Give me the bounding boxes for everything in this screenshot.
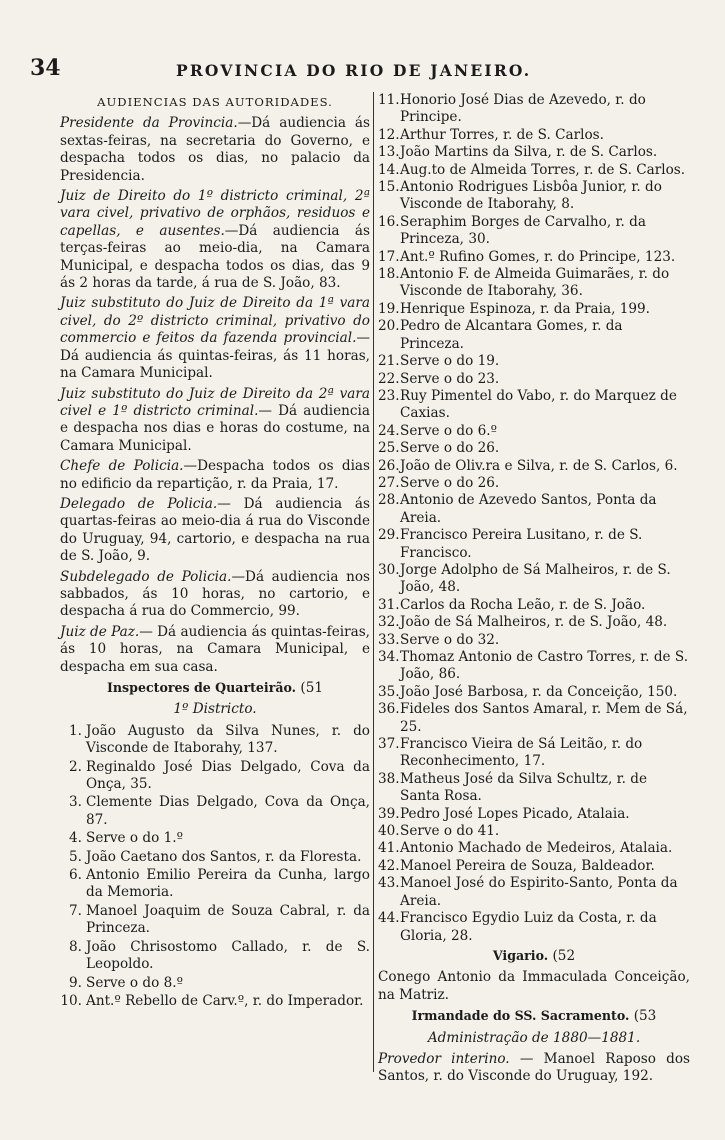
- list-item: [378, 823, 690, 840]
- item-number: 36.: [378, 701, 400, 718]
- entry-text: — Dá audiencia ás quintas-feiras, ás 10 horas, na Camara Municipal, e despacha em sua casa.: [60, 623, 370, 675]
- entry-text: —Despacha todos os dias no edificio da repartição, r. da Praia, 17.: [60, 458, 370, 492]
- list-item: [60, 849, 370, 866]
- list-item: [378, 440, 690, 457]
- list-item: [378, 806, 690, 823]
- item-number: 27.: [378, 474, 400, 491]
- list-item: [378, 144, 690, 161]
- running-head: PROVINCIA DO RIO DE JANEIRO.: [176, 61, 532, 80]
- list-item: [378, 266, 690, 301]
- entry-text: —Dá audiencia ás terças-feiras ao meio-dia, na Camara Municipal, e despacha todos os dias, das 9 ás 2 horas da tarde, á rua de S. João, 83.: [60, 222, 370, 292]
- audience-entry: [60, 188, 370, 292]
- list-item: [378, 388, 690, 423]
- right-column: [378, 92, 690, 1089]
- vigario-heading: [378, 947, 690, 965]
- item-text: João Augusto da Silva Nunes, r. do Visconde de Itaborahy, 137.: [86, 722, 370, 757]
- item-text: Antonio Emilio Pereira da Cunha, largo da Memoria.: [86, 867, 370, 901]
- list-item: [378, 92, 690, 127]
- item-text: Seraphim Borges de Carvalho, r. da Princeza, 30.: [400, 213, 646, 248]
- item-text: Serve o do 1.º: [86, 830, 183, 847]
- inspectors-title: Inspectores de Quarteirão.: [107, 680, 297, 695]
- list-item: [378, 736, 690, 771]
- item-number: 13.: [378, 144, 400, 161]
- item-text: Fideles dos Santos Amaral, r. Mem de Sá, 25.: [400, 701, 688, 735]
- item-text: Ant.º Rufino Gomes, r. do Principe, 123.: [400, 248, 676, 265]
- item-number: 44.: [378, 910, 400, 927]
- list-item: [378, 301, 690, 318]
- item-number: 28.: [378, 492, 400, 509]
- list-item: [378, 771, 690, 806]
- item-number: 38.: [378, 770, 400, 787]
- item-number: 31.: [378, 596, 400, 613]
- list-item: [378, 910, 690, 945]
- item-text: Ant.º Rebello de Carv.º, r. do Imperador.: [86, 992, 364, 1009]
- item-text: Francisco Vieira de Sá Leitão, r. do Reconhecimento, 17.: [400, 736, 643, 770]
- item-number: 17.: [378, 248, 400, 265]
- district-heading: [60, 701, 370, 718]
- item-text: João de Oliv.ra e Silva, r. de S. Carlos, 6.: [400, 457, 678, 474]
- entry-text: — Dá audiencia ás quintas-feiras, ás 11 horas, na Camara Municipal.: [60, 330, 370, 382]
- list-item: [378, 318, 690, 353]
- list-item: [378, 840, 690, 857]
- item-number: 24.: [378, 422, 400, 439]
- item-text: Pedro de Alcantara Gomes, r. da Princeza.: [400, 318, 623, 352]
- list-item: [378, 127, 690, 144]
- item-text: João Martins da Silva, r. de S. Carlos.: [400, 144, 658, 161]
- list-item: [378, 632, 690, 649]
- item-text: Antonio de Azevedo Santos, Ponta da Areia.: [400, 492, 657, 526]
- entry-text: —Dá audiencia ás sextas-feiras, na secretaria do Governo, e despacha todos os dias, no palacio da Presidencia.: [60, 115, 370, 184]
- item-number: 7.: [69, 902, 82, 919]
- list-item: [60, 830, 370, 847]
- item-number: 15.: [378, 179, 400, 196]
- list-item: [378, 353, 690, 370]
- item-number: 6.: [69, 867, 82, 884]
- item-text: Thomaz Antonio de Castro Torres, r. de S. João, 86.: [400, 649, 689, 683]
- item-text: João José Barbosa, r. da Conceição, 150.: [400, 683, 678, 700]
- item-number: 20.: [378, 318, 400, 335]
- entry-text: —Dá audiencia nos sabbados, ás 10 horas, no cartorio, e despacha á rua do Commercio, 99.: [60, 568, 370, 620]
- item-number: 9.: [69, 974, 82, 991]
- item-number: 22.: [378, 370, 400, 387]
- item-number: 10.: [60, 992, 82, 1009]
- provedor-label: Provedor interino.: [378, 1050, 510, 1067]
- list-item: [60, 794, 370, 829]
- item-text: Serve o do 41.: [400, 823, 500, 840]
- entry-label: Chefe de Policia.: [60, 458, 184, 475]
- item-text: João de Sá Malheiros, r. de S. João, 48.: [400, 614, 668, 631]
- item-text: Reginaldo José Dias Delgado, Cova da Onça, 35.: [86, 758, 370, 793]
- item-text: Manoel José do Espirito-Santo, Ponta da Areia.: [400, 875, 678, 909]
- item-text: Antonio Machado de Medeiros, Atalaia.: [400, 840, 673, 857]
- item-text: Carlos da Rocha Leão, r. de S. João.: [400, 596, 646, 613]
- administration-heading: [378, 1030, 690, 1047]
- item-text: Manoel Pereira de Souza, Baldeador.: [400, 857, 655, 874]
- page-number: 34: [30, 55, 61, 81]
- item-text: Jorge Adolpho de Sá Malheiros, r. de S. João, 48.: [400, 561, 671, 596]
- item-text: Pedro José Lopes Picado, Atalaia.: [400, 805, 630, 822]
- column-divider: [373, 92, 374, 1072]
- list-item: [60, 903, 370, 938]
- entry-text: — Dá audiencia ás quartas-feiras ao meio-dia á rua do Visconde do Uruguay, 94, cartorio, e despacha na rua de S. João, 9.: [60, 495, 370, 565]
- vigario-note: (52: [552, 947, 576, 964]
- list-item: [378, 179, 690, 214]
- list-item: [378, 162, 690, 179]
- list-item: [378, 423, 690, 440]
- audience-entry: [60, 496, 370, 566]
- audience-entry: [60, 386, 370, 456]
- vigario-title: Vigario.: [492, 947, 549, 963]
- item-text: Henrique Espinoza, r. da Praia, 199.: [400, 300, 651, 317]
- item-number: 21.: [378, 353, 400, 370]
- administration-label: Administração de 1880—1881.: [427, 1029, 641, 1046]
- irmandade-note: (53: [633, 1008, 657, 1025]
- entry-label: Delegado de Policia.: [60, 495, 218, 512]
- list-item: [378, 875, 690, 910]
- item-text: João Chrisostomo Callado, r. de S. Leopoldo.: [86, 938, 370, 973]
- audience-entry: [60, 458, 370, 493]
- item-number: 1.: [69, 722, 82, 739]
- entry-label: Juiz substituto do Juiz de Direito da 1ª vara civel, do 2º districto criminal, privativo do commercio e feitos da fazenda provincial.: [60, 295, 370, 347]
- item-number: 34.: [378, 649, 400, 665]
- list-item: [378, 475, 690, 492]
- item-text: Francisco Pereira Lusitano, r. de S. Francisco.: [400, 527, 643, 561]
- item-text: Clemente Dias Delgado, Cova da Onça, 87.: [86, 794, 370, 828]
- item-text: Manoel Joaquim de Souza Cabral, r. da Princeza.: [86, 902, 370, 937]
- item-text: Serve o do 32.: [400, 631, 500, 648]
- item-text: Serve o do 6.º: [400, 422, 497, 439]
- item-number: 25.: [378, 440, 400, 457]
- left-column: [60, 92, 370, 1011]
- audience-entry: [60, 624, 370, 676]
- list-item: [378, 597, 690, 614]
- item-text: Serve o do 26.: [400, 474, 500, 491]
- district-label: 1º Districto.: [173, 701, 257, 718]
- list-item: [378, 614, 690, 631]
- list-item: [60, 723, 370, 758]
- item-text: Antonio Rodrigues Lisbôa Junior, r. do Visconde de Itaborahy, 8.: [400, 179, 662, 213]
- entry-label: Juiz de Paz.: [60, 623, 140, 640]
- entry-label: Juiz substituto do Juiz de Direito da 2ª vara civel e 1º districto criminal.: [60, 385, 370, 419]
- item-text: Ruy Pimentel do Vabo, r. do Marquez de Caxias.: [400, 387, 677, 422]
- list-item: [378, 527, 690, 562]
- item-text: Honorio José Dias de Azevedo, r. do Principe.: [400, 92, 646, 126]
- vigario-text: Conego Antonio da Immaculada Conceição, na Matriz.: [378, 969, 690, 1003]
- entry-label: Subdelegado de Policia.: [60, 568, 232, 585]
- item-number: 16.: [378, 213, 400, 230]
- item-text: João Caetano dos Santos, r. da Floresta.: [86, 848, 362, 865]
- item-number: 3.: [69, 794, 82, 811]
- list-item: [378, 458, 690, 475]
- item-number: 33.: [378, 631, 400, 648]
- item-number: 39.: [378, 805, 400, 822]
- list-item: [378, 649, 690, 684]
- item-number: 14.: [378, 161, 400, 178]
- item-text: Arthur Torres, r. de S. Carlos.: [400, 126, 604, 143]
- entry-text: — Dá audiencia e despacha nos dias e horas do costume, na Camara Municipal.: [60, 402, 370, 454]
- item-number: 41.: [378, 840, 400, 857]
- item-number: 2.: [69, 758, 82, 775]
- list-item: [60, 759, 370, 794]
- item-text: Matheus José da Silva Schultz, r. de Santa Rosa.: [400, 770, 647, 805]
- item-number: 11.: [378, 92, 400, 108]
- item-number: 26.: [378, 457, 400, 474]
- list-item: [60, 993, 370, 1010]
- item-number: 35.: [378, 683, 400, 700]
- item-text: Francisco Egydio Luiz da Costa, r. da Gloria, 28.: [400, 910, 657, 944]
- list-item: [378, 562, 690, 597]
- item-number: 43.: [378, 875, 400, 892]
- item-number: 4.: [69, 830, 82, 847]
- list-item: [378, 214, 690, 249]
- item-number: 30.: [378, 561, 400, 578]
- list-item: [60, 975, 370, 992]
- inspectors-heading: [60, 679, 370, 697]
- list-item: [378, 249, 690, 266]
- item-text: Aug.to de Almeida Torres, r. de S. Carlos.: [400, 161, 686, 178]
- item-number: 29.: [378, 527, 400, 544]
- provedor-entry: [378, 1051, 690, 1086]
- irmandade-heading: [378, 1007, 690, 1025]
- item-text: Serve o do 8.º: [86, 974, 183, 991]
- item-number: 19.: [378, 300, 400, 317]
- entry-label: Presidente da Provincia.: [60, 115, 238, 132]
- item-number: 32.: [378, 614, 400, 631]
- list-item: [378, 492, 690, 527]
- item-text: Serve o do 23.: [400, 370, 500, 387]
- list-item: [60, 867, 370, 902]
- audience-entry: [60, 569, 370, 621]
- list-item: [60, 939, 370, 974]
- item-number: 37.: [378, 736, 400, 753]
- entry-label: Juiz de Direito do 1º districto criminal, 2ª vara civel, privativo de orphãos, residuos e capellas, e ausentes.: [60, 188, 370, 239]
- list-item: [378, 684, 690, 701]
- provedor-text: — Manoel Raposo dos Santos, r. do Visconde do Uruguay, 192.: [378, 1050, 690, 1085]
- item-number: 12.: [378, 126, 400, 143]
- item-number: 23.: [378, 387, 400, 404]
- item-number: 18.: [378, 266, 400, 283]
- list-item: [378, 701, 690, 736]
- audience-entry: [60, 295, 370, 382]
- item-number: 5.: [69, 848, 82, 865]
- item-number: 8.: [69, 938, 82, 955]
- item-text: Serve o do 19.: [400, 353, 500, 370]
- inspectors-note: (51: [300, 680, 323, 696]
- list-item: [378, 371, 690, 388]
- section-title: AUDIENCIAS DAS AUTORIDADES.: [97, 95, 333, 109]
- list-item: [378, 858, 690, 875]
- item-number: 40.: [378, 823, 400, 840]
- item-number: 42.: [378, 857, 400, 874]
- item-text: Serve o do 26.: [400, 440, 500, 457]
- irmandade-title: Irmandade do SS. Sacramento.: [411, 1008, 630, 1024]
- audience-entry: [60, 115, 370, 185]
- item-text: Antonio F. de Almeida Guimarães, r. do Visconde de Itaborahy, 36.: [400, 266, 670, 300]
